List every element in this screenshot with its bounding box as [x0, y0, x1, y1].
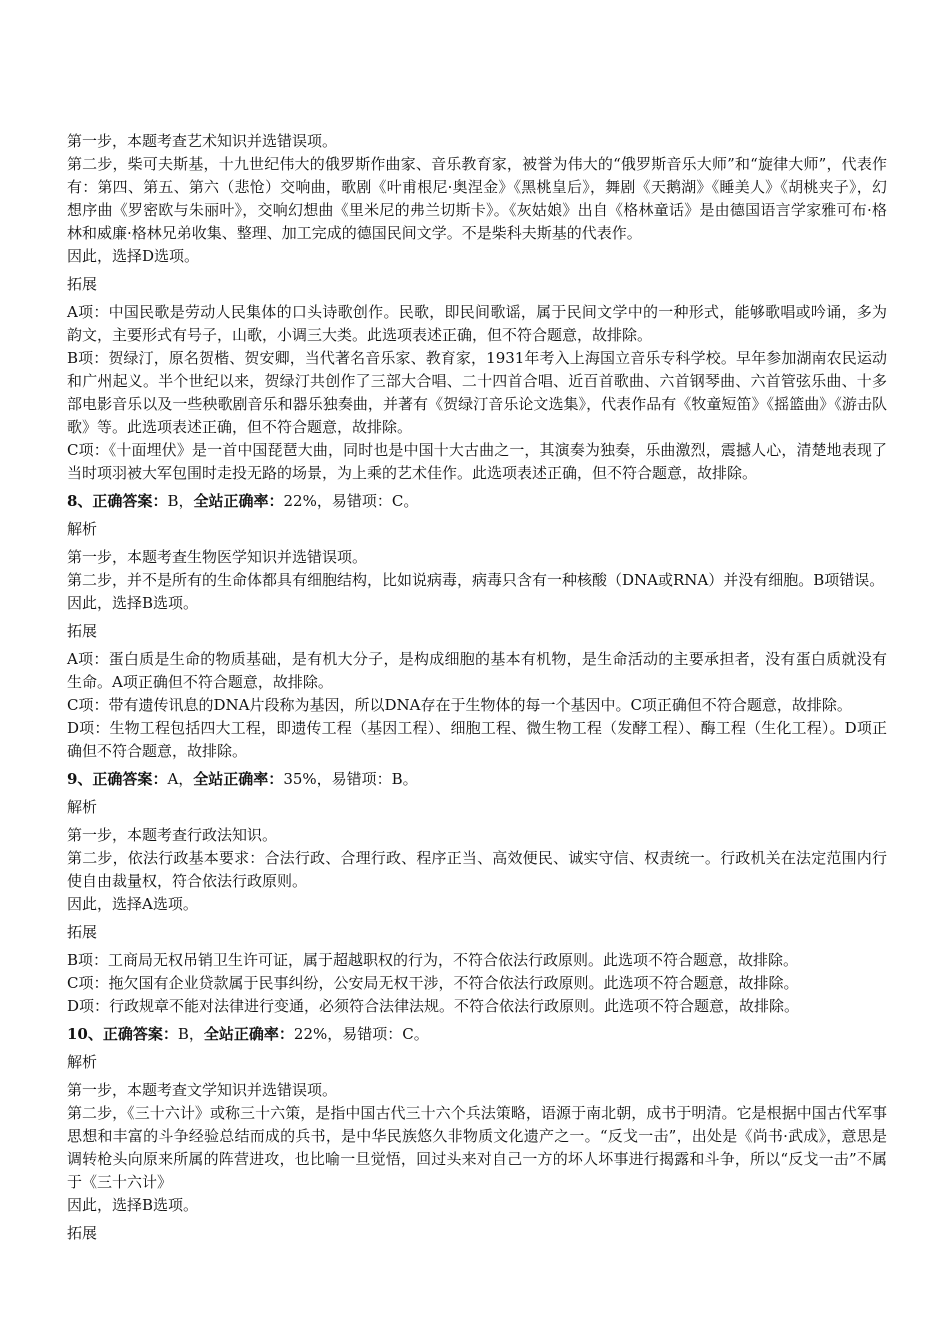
q9-ext-c: C项：拖欠国有企业贷款属于民事纠纷，公安局无权干涉，不符合依法行政原则。此选项不符合题意，故排除。	[67, 974, 799, 992]
q9-conclusion: 因此，选择A选项。	[67, 895, 198, 913]
q8-extension-label: 拓展	[67, 622, 98, 640]
q10-step2: 第二步，《三十六计》或称三十六策，是指中国古代三十六个兵法策略，语源于南北朝，成书于明清。它是根据中国古代军事思想和丰富的斗争经验总结而成的兵书，是中华民族悠久非物质文化遗产之一。“反戈一击”，出处是《尚书·武成》，意思是调转枪头向原来所属的阵营进攻，也比喻一旦觉悟，回过头来对自己一方的坏人坏事进行揭露和斗争，所以“反戈一击”不属于《三十六计》	[67, 1104, 887, 1191]
answer-explanations	[67, 130, 887, 1245]
q8-ext-c: C项：带有遗传讯息的DNA片段称为基因，所以DNA存在于生物体的每一个基因中。C项正确但不符合题意，故排除。	[67, 696, 852, 714]
q8-ext-a: A项：蛋白质是生命的物质基础，是有机大分子，是构成细胞的基本有机物，是生命活动的主要承担者，没有蛋白质就没有生命。A项正确但不符合题意，故排除。	[67, 650, 887, 691]
q9-ext-b: B项：工商局无权吊销卫生许可证，属于超越职权的行为，不符合依法行政原则。此选项不符合题意，故排除。	[67, 951, 799, 969]
q9-extension-label: 拓展	[67, 923, 98, 941]
q10-heading: 10、正确答案：B，全站正确率：22%，易错项：C。	[67, 1025, 429, 1043]
q10-extension-label: 拓展	[67, 1224, 98, 1242]
q9-heading: 9、正确答案：A，全站正确率：35%，易错项：B。	[67, 770, 418, 788]
q9-step1: 第一步，本题考查行政法知识。	[67, 826, 278, 844]
q8-conclusion: 因此，选择B选项。	[67, 594, 199, 612]
q8-step1: 第一步，本题考查生物医学知识并选错误项。	[67, 548, 368, 566]
q7-ext-b: B项：贺绿汀，原名贺楷、贺安卿，当代著名音乐家、教育家，1931年考入上海国立音乐专科学校。早年参加湖南农民运动和广州起义。半个世纪以来，贺绿汀共创作了三部大合唱、二十四首合唱、近百首歌曲、六首钢琴曲、六首管弦乐曲、十多部电影音乐以及一些秧歌剧音乐和器乐独奏曲，并著有《贺绿汀音乐论文选集》，代表作品有《牧童短笛》《摇篮曲》《游击队歌》等。此选项表述正确，但不符合题意，故排除。	[67, 349, 887, 436]
q7-step1: 第一步，本题考查艺术知识并选错误项。	[67, 132, 338, 150]
q9-ext-d: D项：行政规章不能对法律进行变通，必须符合法律法规。不符合依法行政原则。此选项不符合题意，故排除。	[67, 997, 800, 1015]
q7-extension-label: 拓展	[67, 275, 98, 293]
q7-ext-a: A项：中国民歌是劳动人民集体的口头诗歌创作。民歌，即民间歌谣，属于民间文学中的一种形式，能够歌唱或吟诵，多为韵文，主要形式有号子，山歌，小调三大类。此选项表述正确，但不符合题意，故排除。	[67, 303, 887, 344]
q10-analysis-label: 解析	[67, 1053, 98, 1071]
q10-conclusion: 因此，选择B选项。	[67, 1196, 199, 1214]
q10-step1: 第一步，本题考查文学知识并选错误项。	[67, 1081, 338, 1099]
q7-conclusion: 因此，选择D选项。	[67, 247, 200, 265]
q7-step2: 第二步，柴可夫斯基，十九世纪伟大的俄罗斯作曲家、音乐教育家，被誉为伟大的“俄罗斯音乐大师”和“旋律大师”，代表作有：第四、第五、第六（悲怆）交响曲，歌剧《叶甫根尼·奥涅金》《黑桃皇后》，舞剧《天鹅湖》《睡美人》《胡桃夹子》，幻想序曲《罗密欧与朱丽叶》，交响幻想曲《里米尼的弗兰切斯卡》。《灰姑娘》出自《格林童话》是由德国语言学家雅可布·格林和威廉·格林兄弟收集、整理、加工完成的德国民间文学。不是柴科夫斯基的代表作。	[67, 155, 887, 242]
q9-analysis-label: 解析	[67, 798, 98, 816]
q8-step2: 第二步，并不是所有的生命体都具有细胞结构，比如说病毒，病毒只含有一种核酸（DNA或RNA）并没有细胞。B项错误。	[67, 571, 885, 589]
q9-step2: 第二步，依法行政基本要求：合法行政、合理行政、程序正当、高效便民、诚实守信、权责统一。行政机关在法定范围内行使自由裁量权，符合依法行政原则。	[67, 849, 887, 890]
q8-heading: 8、正确答案：B，全站正确率：22%，易错项：C。	[67, 492, 419, 510]
q8-analysis-label: 解析	[67, 520, 98, 538]
q7-ext-c: C项：《十面埋伏》是一首中国琵琶大曲，同时也是中国十大古曲之一，其演奏为独奏，乐曲激烈，震撼人心，清楚地表现了当时项羽被大军包围时走投无路的场景，为上乘的艺术佳作。此选项表述正确，但不符合题意，故排除。	[67, 441, 887, 482]
q8-ext-d: D项：生物工程包括四大工程，即遗传工程（基因工程）、细胞工程、微生物工程（发酵工程）、酶工程（生化工程）。D项正确但不符合题意，故排除。	[67, 719, 887, 760]
